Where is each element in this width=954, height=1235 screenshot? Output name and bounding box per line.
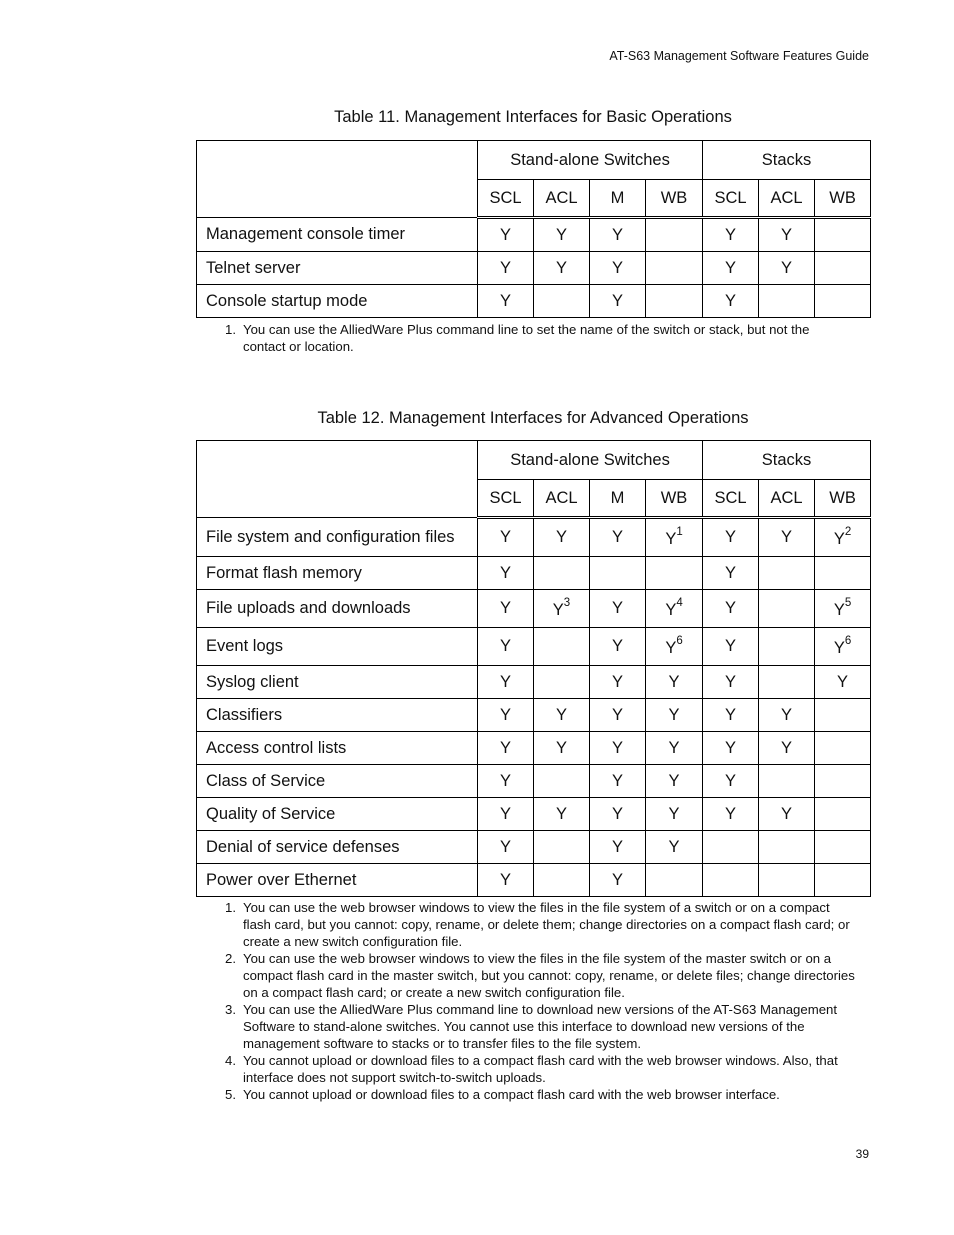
table-cell (478, 765, 534, 798)
row-label: Power over Ethernet (197, 864, 478, 897)
cell-value: Y (665, 530, 677, 548)
table-cell (646, 765, 703, 798)
cell-value: Y (781, 738, 793, 757)
table-cell (759, 765, 815, 798)
cell-value: Y (668, 837, 680, 856)
cell-value: Y (611, 528, 623, 546)
cell-value: Y (552, 601, 564, 619)
table-cell (590, 666, 646, 699)
table-cell (590, 765, 646, 798)
cell-value: Y (725, 637, 737, 655)
table-cell (703, 590, 759, 628)
cell-value: Y (725, 705, 737, 724)
cell-value: Y (555, 225, 567, 244)
table-cell (590, 252, 646, 285)
cell-value: Y (555, 804, 567, 823)
page-number: 39 (855, 1147, 869, 1161)
cell-value: Y (499, 672, 511, 691)
header-blank-cell (197, 441, 478, 518)
column-header: ACL (534, 480, 590, 518)
table-cell (703, 518, 759, 557)
cell-value: Y (499, 804, 511, 823)
footnote-ref: 6 (844, 635, 852, 647)
column-header: ACL (534, 180, 590, 218)
cell-value: Y (499, 771, 511, 790)
group-header-stacks: Stacks (703, 441, 871, 480)
group-header-stacks: Stacks (703, 141, 871, 180)
table-cell (815, 628, 871, 666)
table-cell (534, 864, 590, 897)
table-row (197, 252, 871, 285)
table-cell (590, 831, 646, 864)
footnote-number: 2. (225, 951, 236, 966)
table-cell (759, 699, 815, 732)
column-header: SCL (478, 480, 534, 518)
table-cell (478, 666, 534, 699)
table-cell (703, 628, 759, 666)
table-cell (646, 557, 703, 590)
cell-value: Y (668, 804, 680, 823)
cell-value: Y (725, 599, 737, 617)
table-cell (646, 518, 703, 557)
footnote (225, 950, 855, 1001)
cell-value: Y (499, 738, 511, 757)
column-header: SCL (703, 180, 759, 218)
column-header: WB (646, 480, 703, 518)
cell-value: Y (555, 738, 567, 757)
footnote-number: 4. (225, 1053, 236, 1068)
table-cell (815, 590, 871, 628)
footnote-text: You cannot upload or download files to a compact flash card with the web browser windows. Also, that interface does not support switch-to-switch uploads. (243, 1053, 838, 1085)
cell-value: Y (837, 672, 849, 691)
column-header: ACL (759, 180, 815, 218)
column-header: WB (815, 180, 871, 218)
cell-value: Y (781, 528, 793, 546)
table-cell (646, 218, 703, 252)
cell-value: Y (611, 870, 623, 889)
table-cell (478, 628, 534, 666)
table-cell (815, 218, 871, 252)
table-cell (703, 831, 759, 864)
table-cell (534, 765, 590, 798)
table-row (197, 831, 871, 864)
table-cell (815, 831, 871, 864)
footnote (225, 321, 855, 355)
table-cell (815, 666, 871, 699)
row-label: Console startup mode (197, 285, 478, 318)
cell-value: Y (725, 804, 737, 823)
column-header: M (590, 180, 646, 218)
table-12-caption: Table 12. Management Interfaces for Advanced Operations (317, 409, 749, 427)
row-label: Denial of service defenses (197, 831, 478, 864)
table-cell (703, 765, 759, 798)
table-cell (759, 732, 815, 765)
table-11-caption: Table 11. Management Interfaces for Basic Operations (334, 108, 732, 126)
table-cell (815, 798, 871, 831)
cell-value: Y (725, 258, 737, 277)
table-11-footnotes (225, 321, 855, 355)
table-cell (478, 557, 534, 590)
cell-value: Y (665, 639, 677, 657)
cell-value: Y (725, 738, 737, 757)
table-cell (534, 628, 590, 666)
group-header-standalone: Stand-alone Switches (478, 141, 703, 180)
table-cell (759, 518, 815, 557)
table-row (197, 590, 871, 628)
footnote (225, 1086, 855, 1103)
footnote-ref: 3 (563, 597, 571, 609)
table-row (197, 557, 871, 590)
footnote-ref: 6 (676, 635, 683, 647)
table-cell (703, 285, 759, 318)
table-cell (534, 798, 590, 831)
row-label: Event logs (197, 628, 478, 666)
table-cell (815, 732, 871, 765)
table-cell (478, 285, 534, 318)
table-row (197, 628, 871, 666)
cell-value: Y (499, 599, 511, 617)
cell-value: Y (555, 528, 567, 546)
table-cell (590, 285, 646, 318)
footnote-text: You can use the web browser windows to view the files in the file system of the master switch or on a compact flash card in the master switch, but you cannot: copy, rename, or delete files; change directories on a compact flash card; or create a new switch configuration file. (243, 951, 855, 1000)
table-12-footnotes (225, 899, 855, 1103)
table-cell (759, 864, 815, 897)
table-cell (703, 218, 759, 252)
cell-value: Y (611, 599, 623, 617)
cell-value: Y (725, 225, 737, 244)
table-cell (759, 666, 815, 699)
table-cell (646, 285, 703, 318)
footnote (225, 1001, 855, 1052)
cell-value: Y (668, 705, 680, 724)
table-row (197, 218, 871, 252)
cell-value: Y (781, 804, 793, 823)
table-cell (646, 732, 703, 765)
table-cell (534, 252, 590, 285)
cell-value: Y (668, 738, 680, 757)
cell-value: Y (555, 258, 567, 277)
table-cell (534, 590, 590, 628)
table-cell (478, 798, 534, 831)
footnote-number: 3. (225, 1002, 236, 1017)
table-cell (478, 864, 534, 897)
cell-value: Y (499, 225, 511, 244)
cell-value: Y (611, 705, 623, 724)
table-cell (478, 831, 534, 864)
column-header: WB (646, 180, 703, 218)
table-12 (196, 440, 871, 897)
row-label: File uploads and downloads (197, 590, 478, 628)
table-cell (759, 628, 815, 666)
footnote (225, 899, 855, 950)
row-label: Syslog client (197, 666, 478, 699)
column-header: WB (815, 480, 871, 518)
cell-value: Y (499, 705, 511, 724)
cell-value: Y (611, 258, 623, 277)
group-header-standalone: Stand-alone Switches (478, 441, 703, 480)
table-cell (646, 831, 703, 864)
row-label: Format flash memory (197, 557, 478, 590)
footnote-number: 1. (225, 900, 236, 915)
footnote-text: You can use the web browser windows to view the files in the file system of a switch or on a compact flash card, but you cannot: copy, rename, or delete them; change directories on a compact flash card; or create a new switch configuration file. (243, 900, 850, 949)
cell-value: Y (611, 837, 623, 856)
cell-value: Y (665, 601, 677, 619)
table-cell (703, 798, 759, 831)
cell-value: Y (611, 291, 623, 310)
cell-value: Y (611, 225, 623, 244)
table-cell (815, 864, 871, 897)
running-header: AT-S63 Management Software Features Guide (609, 49, 869, 63)
table-cell (815, 252, 871, 285)
cell-value: Y (611, 804, 623, 823)
table-cell (590, 590, 646, 628)
table-cell (646, 864, 703, 897)
table-cell (815, 557, 871, 590)
table-cell (590, 557, 646, 590)
footnote-text: You can use the AlliedWare Plus command line to set the name of the switch or stack, but not the contact or location. (243, 322, 810, 354)
table-row (197, 765, 871, 798)
row-label: Telnet server (197, 252, 478, 285)
table-cell (703, 699, 759, 732)
row-label: Quality of Service (197, 798, 478, 831)
row-label: Management console timer (197, 218, 478, 252)
table-cell (759, 798, 815, 831)
cell-value: Y (611, 771, 623, 790)
table-cell (815, 285, 871, 318)
table-cell (590, 798, 646, 831)
footnote-ref: 4 (676, 597, 683, 609)
table-cell (534, 666, 590, 699)
cell-value: Y (499, 291, 511, 310)
table-cell (590, 628, 646, 666)
row-label: File system and configuration files (197, 518, 478, 557)
table-cell (590, 699, 646, 732)
cell-value: Y (781, 225, 793, 244)
table-row (197, 285, 871, 318)
footnote-text: You cannot upload or download files to a compact flash card with the web browser interface. (243, 1087, 780, 1102)
cell-value: Y (725, 563, 737, 582)
table-cell (703, 666, 759, 699)
cell-value: Y (781, 705, 793, 724)
table-row (197, 518, 871, 557)
table-cell (815, 699, 871, 732)
table-cell (759, 590, 815, 628)
cell-value: Y (725, 528, 737, 546)
cell-value: Y (611, 637, 623, 655)
table-11 (196, 140, 871, 318)
table-cell (534, 732, 590, 765)
table-cell (759, 557, 815, 590)
footnote-ref: 5 (844, 597, 852, 609)
table-cell (646, 798, 703, 831)
table-cell (646, 628, 703, 666)
cell-value: Y (499, 870, 511, 889)
table-cell (478, 218, 534, 252)
table-row (197, 864, 871, 897)
table-row (197, 732, 871, 765)
table-cell (534, 518, 590, 557)
cell-value: Y (725, 672, 737, 691)
footnote-number: 1. (225, 322, 236, 337)
cell-value: Y (499, 258, 511, 277)
table-cell (646, 590, 703, 628)
column-header: ACL (759, 480, 815, 518)
table-cell (590, 518, 646, 557)
cell-value: Y (668, 672, 680, 691)
cell-value: Y (833, 639, 845, 657)
cell-value: Y (499, 563, 511, 582)
cell-value: Y (668, 771, 680, 790)
table-row (197, 666, 871, 699)
table-cell (759, 252, 815, 285)
cell-value: Y (611, 672, 623, 691)
table-cell (703, 732, 759, 765)
table-cell (478, 699, 534, 732)
cell-value: Y (833, 530, 845, 548)
table-cell (534, 831, 590, 864)
cell-value: Y (781, 258, 793, 277)
table-cell (759, 285, 815, 318)
table-cell (646, 666, 703, 699)
footnote (225, 1052, 855, 1086)
table-cell (703, 864, 759, 897)
row-label: Classifiers (197, 699, 478, 732)
table-cell (815, 765, 871, 798)
row-label: Access control lists (197, 732, 478, 765)
footnote-ref: 1 (676, 526, 683, 538)
footnote-number: 5. (225, 1087, 236, 1102)
cell-value: Y (555, 705, 567, 724)
table-cell (815, 518, 871, 557)
table-cell (478, 590, 534, 628)
cell-value: Y (499, 837, 511, 856)
table-cell (590, 732, 646, 765)
column-header: SCL (478, 180, 534, 218)
cell-value: Y (499, 637, 511, 655)
footnote-text: You can use the AlliedWare Plus command line to download new versions of the AT-S63 Management Software to stand-alone switches. You cannot use this interface to download new versions of the management software to stacks or to transfer files to the file system. (243, 1002, 838, 1051)
table-row (197, 798, 871, 831)
table-cell (478, 518, 534, 557)
table-cell (759, 218, 815, 252)
table-cell (590, 218, 646, 252)
table-cell (534, 699, 590, 732)
table-cell (534, 285, 590, 318)
table-cell (703, 252, 759, 285)
table-row (197, 699, 871, 732)
table-cell (759, 831, 815, 864)
table-cell (646, 252, 703, 285)
row-label: Class of Service (197, 765, 478, 798)
cell-value: Y (725, 771, 737, 790)
cell-value: Y (833, 601, 845, 619)
table-cell (590, 864, 646, 897)
cell-value: Y (611, 738, 623, 757)
table-cell (478, 732, 534, 765)
table-cell (703, 557, 759, 590)
header-blank-cell (197, 141, 478, 218)
table-cell (534, 557, 590, 590)
table-cell (534, 218, 590, 252)
column-header: SCL (703, 480, 759, 518)
cell-value: Y (725, 291, 737, 310)
cell-value: Y (499, 528, 511, 546)
footnote-ref: 2 (844, 526, 852, 538)
table-cell (478, 252, 534, 285)
table-cell (646, 699, 703, 732)
column-header: M (590, 480, 646, 518)
